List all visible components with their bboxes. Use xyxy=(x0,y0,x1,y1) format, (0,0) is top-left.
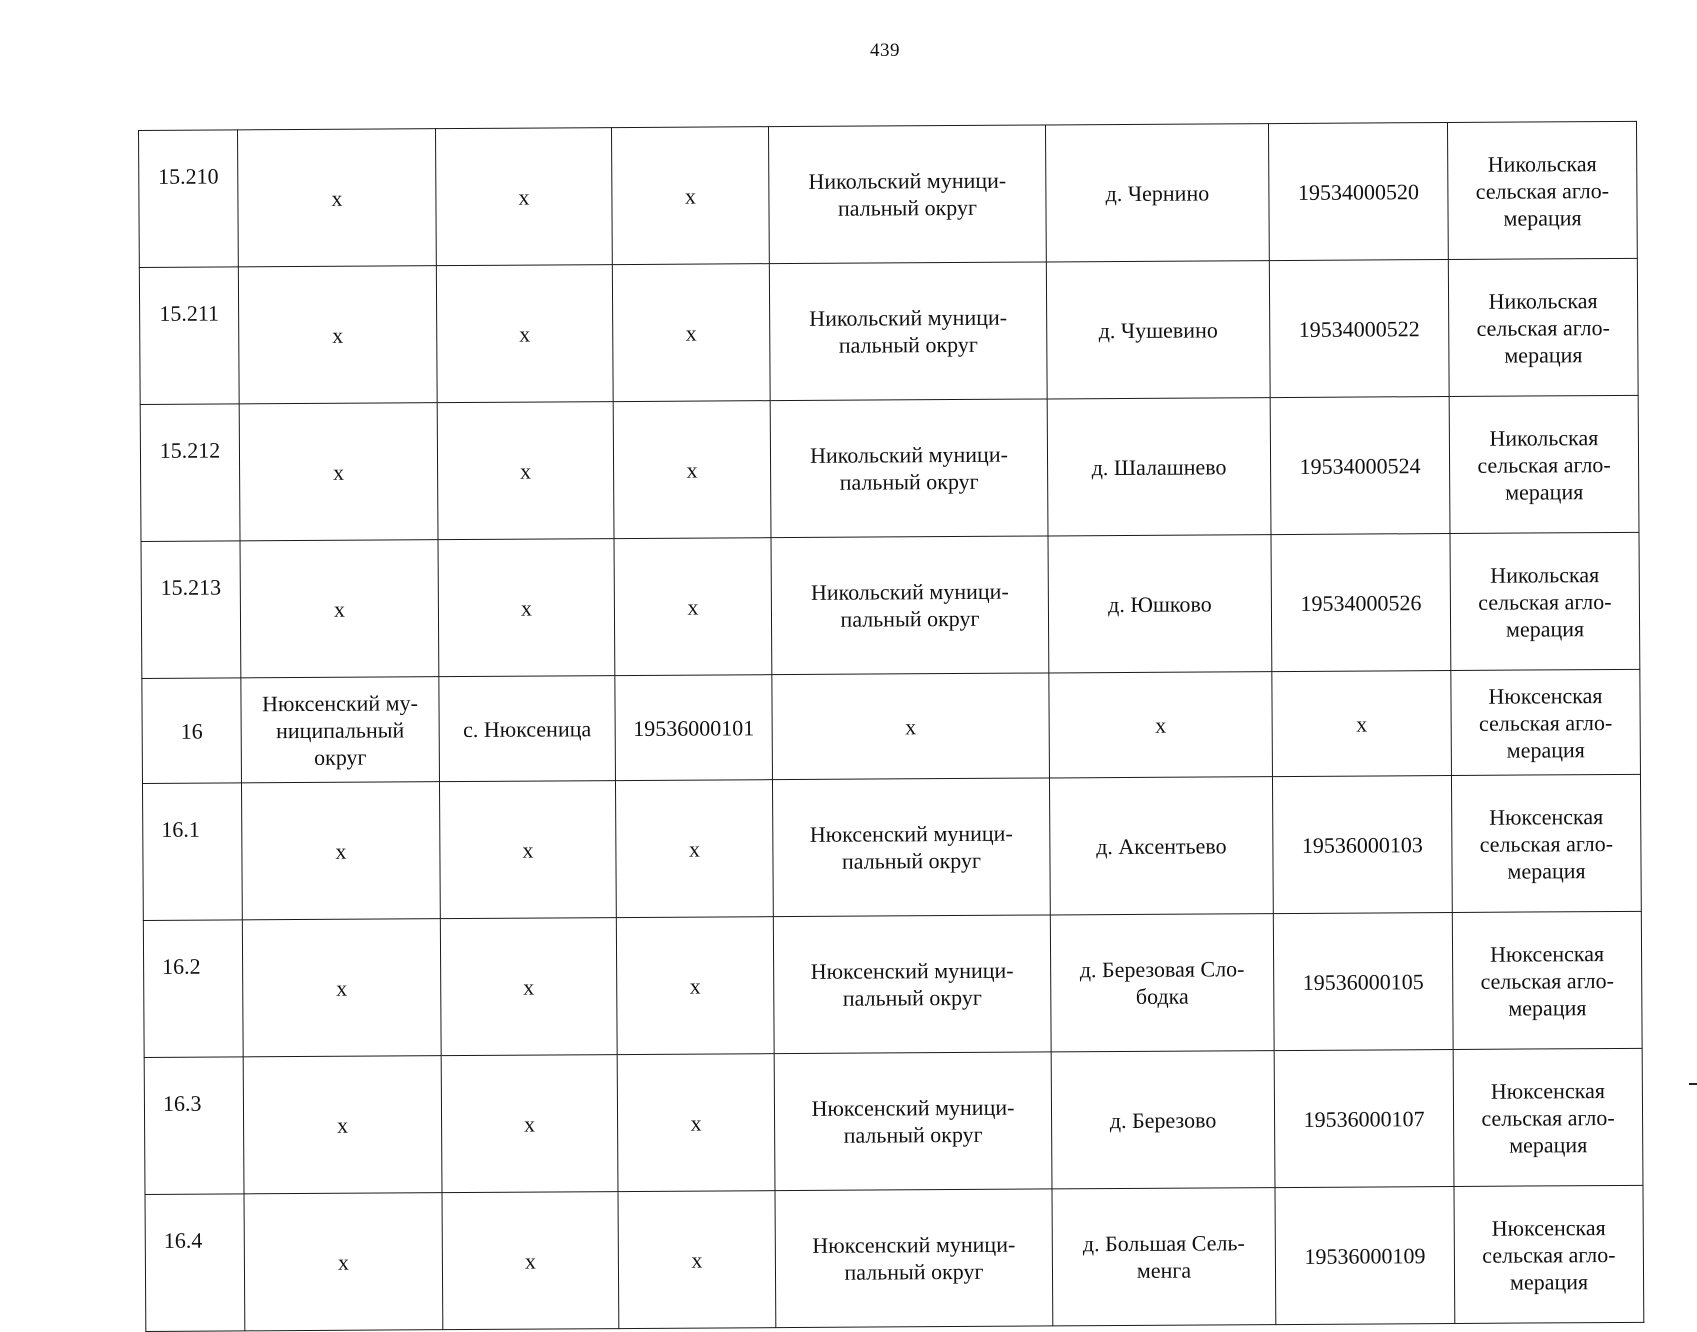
agglomeration-cell: Никольская сельская агло- мерация xyxy=(1449,395,1639,533)
district-cell: Никольский муници- пальный округ xyxy=(770,399,1048,538)
admin-center-code-cell: x xyxy=(617,1054,775,1192)
row-number-cell: 15.211 xyxy=(139,267,239,405)
admin-center-code-cell: x xyxy=(618,1191,776,1329)
table-row xyxy=(139,121,1638,267)
admin-center-code-cell: x xyxy=(611,127,769,265)
settlement-cell: д. Чернино xyxy=(1045,124,1269,262)
district-cell: Никольский муници- пальный округ xyxy=(768,125,1046,264)
row-number-cell: 16.4 xyxy=(145,1194,245,1332)
table-body xyxy=(139,121,1644,1331)
municipality-cell: x xyxy=(244,1193,443,1331)
settlement-code-cell: 19534000524 xyxy=(1270,396,1450,534)
admin-center-code-cell: x xyxy=(613,401,771,539)
admin-center-cell: с. Нюксеница xyxy=(439,676,616,782)
admin-center-cell: x xyxy=(436,265,613,403)
settlement-cell: д. Шалашнево xyxy=(1047,398,1271,536)
row-number-cell: 15.213 xyxy=(141,541,241,679)
agglomeration-cell: Нюксенская сельская агло- мерация xyxy=(1451,774,1641,912)
table-row xyxy=(145,1185,1644,1331)
admin-center-cell: x xyxy=(438,539,615,677)
admin-center-cell: x xyxy=(435,128,612,266)
settlement-cell: д. Березово xyxy=(1051,1051,1275,1189)
municipality-cell: x xyxy=(243,1056,442,1194)
agglomeration-cell: Нюксенская сельская агло- мерация xyxy=(1453,1048,1643,1186)
settlement-code-cell: 19536000105 xyxy=(1273,912,1453,1050)
district-cell: Никольский муници- пальный округ xyxy=(771,536,1049,675)
admin-center-cell: x xyxy=(437,402,614,540)
page-number: 439 xyxy=(870,40,900,61)
settlement-code-cell: x xyxy=(1272,670,1452,776)
row-number-cell: 16.3 xyxy=(144,1057,244,1195)
agglomeration-cell: Никольская сельская агло- мерация xyxy=(1447,121,1637,259)
municipality-cell: x xyxy=(241,782,440,920)
settlement-cell: д. Березовая Сло- бодка xyxy=(1050,914,1274,1052)
agglomeration-cell: Никольская сельская агло- мерация xyxy=(1450,532,1640,670)
municipality-cell: Нюксенский му- ниципальный округ xyxy=(241,677,440,783)
table-row xyxy=(143,911,1642,1057)
agglomeration-cell: Нюксенская сельская агло- мерация xyxy=(1451,669,1641,775)
row-number-cell: 16.2 xyxy=(143,920,243,1058)
settlement-cell: x xyxy=(1049,672,1273,778)
row-number-cell: 15.212 xyxy=(140,404,240,542)
settlement-cell: д. Юшково xyxy=(1048,535,1272,673)
admin-center-cell: x xyxy=(441,1055,618,1193)
margin-mark xyxy=(1689,1083,1697,1085)
settlement-code-cell: 19536000107 xyxy=(1274,1049,1454,1187)
settlement-cell: д. Аксентьево xyxy=(1049,777,1273,915)
admin-center-cell: x xyxy=(442,1192,619,1330)
table-row xyxy=(140,395,1639,541)
settlement-code-cell: 19534000526 xyxy=(1271,533,1451,671)
district-cell: Нюксенский муници- пальный округ xyxy=(773,915,1051,1054)
municipality-cell: x xyxy=(238,266,437,404)
district-cell: Нюксенский муници- пальный округ xyxy=(775,1189,1053,1328)
admin-center-code-cell: x xyxy=(615,780,773,918)
admin-center-code-cell: x xyxy=(614,538,772,676)
settlement-code-cell: 19536000109 xyxy=(1275,1186,1455,1324)
table-row xyxy=(142,669,1641,783)
settlement-code-cell: 19536000103 xyxy=(1272,775,1452,913)
table-row xyxy=(142,774,1641,920)
row-number-cell: 15.210 xyxy=(139,130,239,268)
table-row xyxy=(139,258,1638,404)
admin-center-code-cell: x xyxy=(612,264,770,402)
agglomeration-cell: Нюксенская сельская агло- мерация xyxy=(1454,1185,1644,1323)
district-cell: x xyxy=(772,673,1050,780)
municipality-cell: x xyxy=(240,540,439,678)
admin-center-cell: x xyxy=(440,918,617,1056)
district-cell: Никольский муници- пальный округ xyxy=(769,262,1047,401)
municipality-cell: x xyxy=(242,919,441,1057)
table-wrapper xyxy=(138,121,1644,1332)
admin-center-code-cell: x xyxy=(616,917,774,1055)
row-number-cell: 16 xyxy=(142,678,242,784)
settlement-code-cell: 19534000520 xyxy=(1268,123,1448,261)
district-cell: Нюксенский муници- пальный округ xyxy=(772,778,1050,917)
agglomeration-cell: Никольская сельская агло- мерация xyxy=(1448,258,1638,396)
municipality-cell: x xyxy=(238,129,437,267)
table-row xyxy=(141,532,1640,678)
settlements-table xyxy=(138,121,1644,1332)
settlement-cell: д. Большая Сель- менга xyxy=(1052,1188,1276,1326)
settlement-code-cell: 19534000522 xyxy=(1269,259,1449,397)
row-number-cell: 16.1 xyxy=(142,783,242,921)
municipality-cell: x xyxy=(239,403,438,541)
district-cell: Нюксенский муници- пальный округ xyxy=(774,1052,1052,1191)
admin-center-cell: x xyxy=(439,781,616,919)
admin-center-code-cell: 19536000101 xyxy=(615,675,773,781)
settlement-cell: д. Чушевино xyxy=(1046,261,1270,399)
agglomeration-cell: Нюксенская сельская агло- мерация xyxy=(1452,911,1642,1049)
table-row xyxy=(144,1048,1643,1194)
